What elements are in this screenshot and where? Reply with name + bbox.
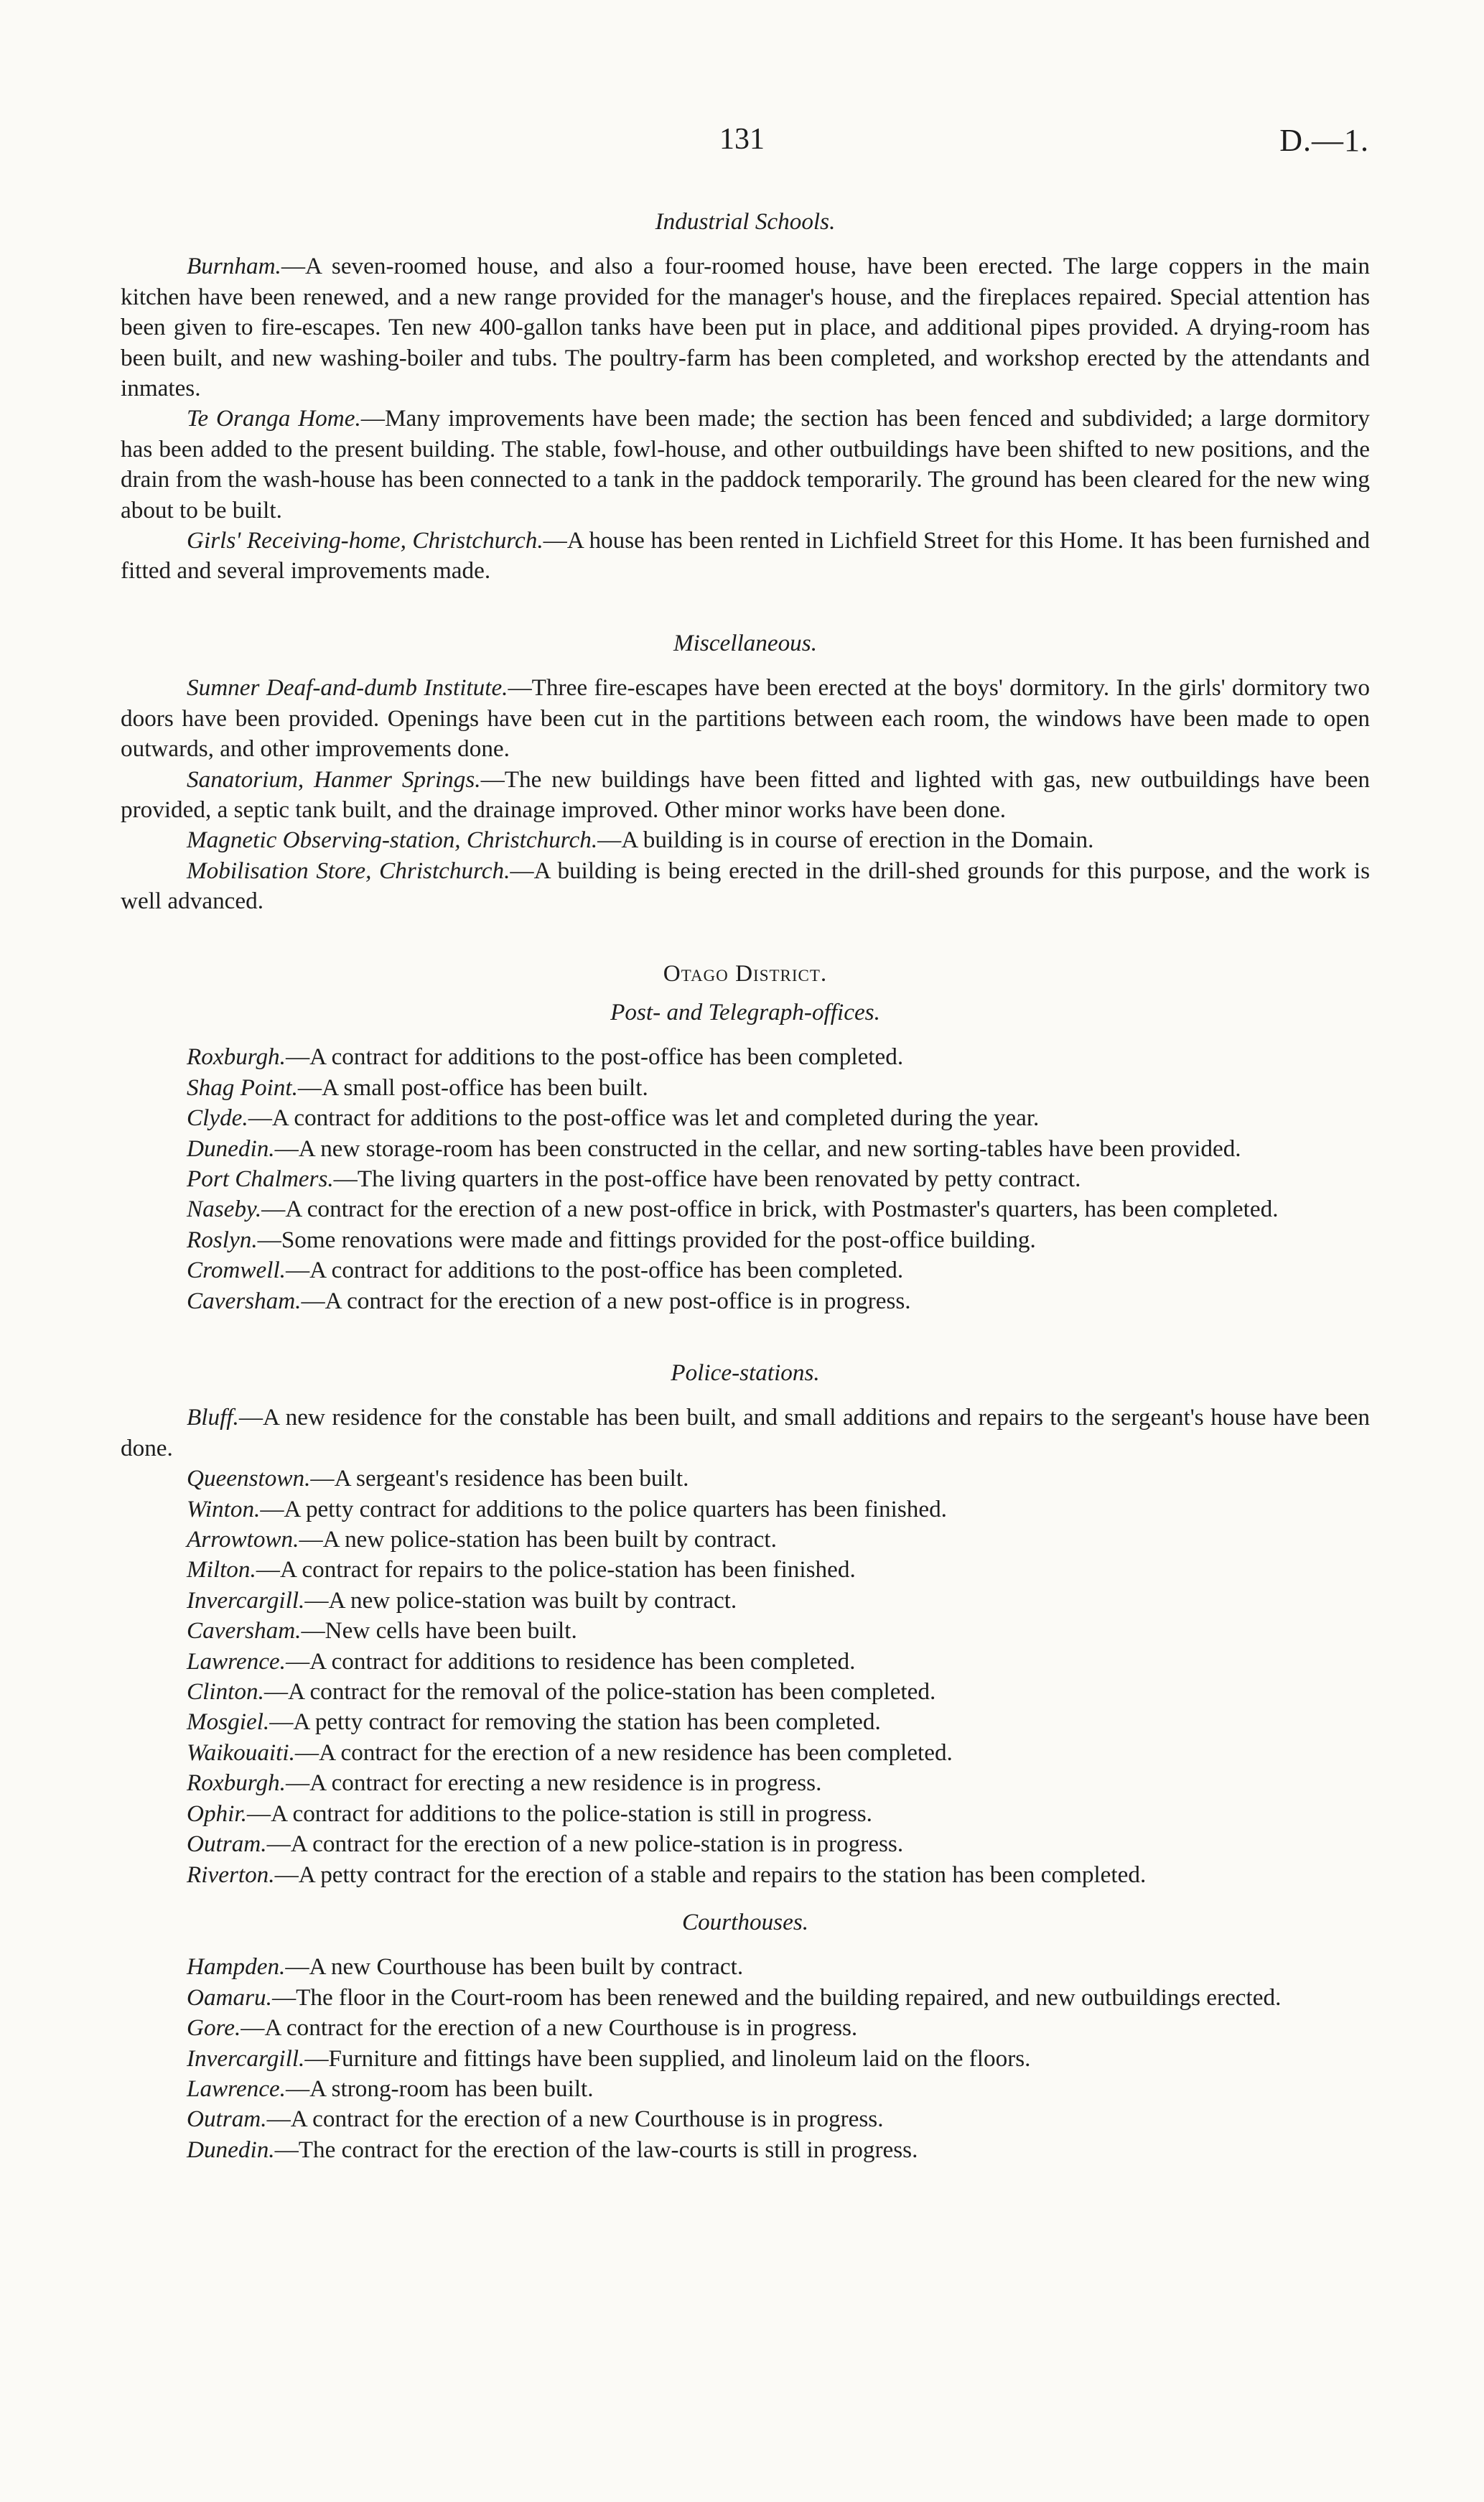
entry-paragraph <box>121 1829 1370 1859</box>
entry-place: Invercargill. <box>187 2045 305 2072</box>
entry-place: Hampden. <box>187 1953 286 1981</box>
entry-paragraph <box>121 1586 1370 1616</box>
entry-text: —A contract for the erection of a new post-office in brick, with Postmaster's quarters, has been completed. <box>261 1196 1279 1223</box>
entry-paragraph <box>121 825 1370 855</box>
entry-text: —A contract for erecting a new residence is in progress. <box>285 1769 822 1797</box>
entry-text: —The floor in the Court-room has been renewed and the building repaired, and new outbuildings erected. <box>271 1984 1282 2011</box>
entry-text: —A new residence for the constable has been built, and small additions and repairs to the sergeant's house have been done. <box>121 1404 1370 1461</box>
entry-paragraph <box>121 1255 1370 1285</box>
entry-place: Dunedin. <box>187 2136 275 2163</box>
entry-paragraph <box>121 2044 1370 2074</box>
entry-place: Clyde. <box>187 1104 248 1132</box>
entry-place: Queenstown. <box>187 1465 311 1492</box>
entry-place: Naseby. <box>187 1196 262 1223</box>
entry-paragraph <box>121 1403 1370 1464</box>
section-heading: Post- and Telegraph-offices. <box>610 998 880 1026</box>
entry-paragraph <box>121 1134 1370 1164</box>
section-heading: Miscellaneous. <box>673 629 817 656</box>
section-heading: Courthouses. <box>681 1908 809 1935</box>
entry-text: —The new buildings have been fitted and lighted with gas, new outbuildings have been provided, a septic tank built, and the drainage improved. Other minor works have been done. <box>121 766 1370 823</box>
entry-text: —A contract for additions to the post-office was let and completed during the year. <box>248 1104 1040 1132</box>
entry-text: —Some renovations were made and fittings provided for the post-office building. <box>257 1226 1036 1253</box>
entry-place: Port Chalmers. <box>187 1165 334 1192</box>
entry-place: Bluff. <box>187 1404 239 1431</box>
entry-paragraph <box>121 1225 1370 1255</box>
entry-paragraph <box>121 1525 1370 1555</box>
entry-place: Dunedin. <box>187 1135 275 1162</box>
entry-place: Caversham. <box>187 1617 302 1645</box>
entry-paragraph <box>121 2013 1370 2043</box>
entry-paragraph <box>121 1286 1370 1316</box>
entry-place: Girls' Receiving-home, Christchurch. <box>187 527 543 554</box>
entry-text: —A small post-office has been built. <box>297 1074 648 1101</box>
entry-text: —A contract for repairs to the police-station has been finished. <box>256 1556 856 1583</box>
entry-place: Arrowtown. <box>187 1526 299 1553</box>
entry-paragraph <box>121 1164 1370 1194</box>
entry-place: Clinton. <box>187 1678 264 1706</box>
entry-paragraph <box>121 1042 1370 1072</box>
entry-text: —A contract for the erection of a new post-office is in progress. <box>301 1287 911 1314</box>
entry-place: Sumner Deaf-and-dumb Institute. <box>187 674 508 702</box>
entry-paragraph <box>121 1738 1370 1768</box>
entry-place: Lawrence. <box>187 2075 286 2102</box>
entry-text: —The living quarters in the post-office have been renovated by petty contract. <box>333 1165 1081 1192</box>
entry-place: Outram. <box>187 1831 267 1858</box>
entry-place: Mobilisation Store, Christchurch. <box>187 857 510 884</box>
entry-paragraph <box>121 1983 1370 2013</box>
entry-place: Milton. <box>187 1556 256 1583</box>
entry-text: —A house has been rented in Lichfield Street for this Home. It has been furnished and fitted and several improvements made. <box>121 527 1370 585</box>
entry-paragraph <box>121 2135 1370 2165</box>
entry-text: —A contract for additions to the police-station is still in progress. <box>246 1800 872 1827</box>
entry-paragraph <box>121 526 1370 587</box>
entry-text: —A contract for additions to the post-office has been completed. <box>285 1257 904 1284</box>
entry-place: Roslyn. <box>187 1226 258 1253</box>
section-heading: Police-stations. <box>671 1359 820 1386</box>
entry-text: —A building is in course of erection in the Domain. <box>597 827 1094 854</box>
entry-text: —A new police-station was built by contract. <box>304 1586 737 1614</box>
entry-paragraph <box>121 1952 1370 1982</box>
entry-paragraph <box>121 1799 1370 1829</box>
section-post-and-telegraph-offices <box>121 959 1370 1316</box>
entry-place: Riverton. <box>187 1861 275 1888</box>
entry-text: —Three fire-escapes have been erected at the boys' dormitory. In the girls' dormitory two doors have been provided. Openings have been cut in the partitions between each room, the windows have been made to open outwards, and other improvements done. <box>121 674 1370 763</box>
entry-text: —New cells have been built. <box>301 1617 577 1645</box>
entry-place: Invercargill. <box>187 1586 305 1614</box>
entry-paragraph <box>121 1464 1370 1494</box>
page-number: 131 <box>719 123 765 156</box>
entry-paragraph <box>121 1494 1370 1525</box>
entry-text: —A sergeant's residence has been built. <box>310 1465 689 1492</box>
entry-text: —A petty contract for additions to the police quarters has been finished. <box>260 1495 947 1522</box>
entry-paragraph <box>121 2074 1370 2104</box>
entry-text: —A contract for the removal of the police-station has been completed. <box>263 1678 936 1706</box>
entry-text: —A new storage-room has been constructed in the cellar, and new sorting-tables have been provided. <box>274 1135 1241 1162</box>
entry-place: Ophir. <box>187 1800 247 1827</box>
entry-text: —A contract for the erection of a new Courthouse is in progress. <box>241 2014 858 2042</box>
entry-paragraph <box>121 1768 1370 1798</box>
section-police-stations <box>121 1358 1370 1890</box>
entry-paragraph <box>121 1677 1370 1707</box>
entry-text: —A seven-roomed house, and also a four-roomed house, have been erected. The large coppers in the main kitchen have been renewed, and a new range provided for the manager's house, and the fireplaces repaired. Special attention has been given to fire-escapes. Ten new 400-gallon tanks have been put in place, and additional pipes provided. A drying-room has been built, and new washing-boiler and tubs. The poultry-farm has been completed, and workshop erected by the attendants and inmates. <box>121 253 1370 402</box>
entry-paragraph <box>121 2104 1370 2134</box>
entry-paragraph <box>121 856 1370 917</box>
entry-paragraph <box>121 1103 1370 1133</box>
entry-text: —A contract for additions to the post-office has been completed. <box>285 1043 904 1071</box>
entry-place: Cromwell. <box>187 1257 286 1284</box>
entry-text: —A petty contract for the erection of a stable and repairs to the station has been completed. <box>274 1861 1147 1888</box>
entry-place: Lawrence. <box>187 1647 286 1675</box>
entry-place: Caversham. <box>187 1287 302 1314</box>
entry-text: —A contract for the erection of a new police-station is in progress. <box>266 1831 904 1858</box>
entry-text: —A building is being erected in the drill-shed grounds for this purpose, and the work is well advanced. <box>121 857 1370 915</box>
entry-place: Mosgiel. <box>187 1708 270 1736</box>
entry-paragraph <box>121 404 1370 526</box>
section-industrial-schools <box>121 207 1370 587</box>
entry-place: Oamaru. <box>187 1984 272 2011</box>
page-body <box>121 207 1370 2165</box>
entry-text: —A new police-station has been built by contract. <box>299 1526 777 1553</box>
section-courthouses <box>121 1907 1370 2165</box>
document-reference: D.—1. <box>1279 123 1369 158</box>
entry-place: Shag Point. <box>187 1074 298 1101</box>
entry-place: Outram. <box>187 2106 267 2133</box>
section-miscellaneous <box>121 628 1370 917</box>
entry-place: Magnetic Observing-station, Christchurch. <box>187 827 598 854</box>
entry-text: —A new Courthouse has been built by contract. <box>285 1953 744 1981</box>
entry-text: —A contract for the erection of a new residence has been completed. <box>294 1739 953 1766</box>
entry-text: —A contract for additions to residence has been completed. <box>285 1647 856 1675</box>
entry-paragraph <box>121 251 1370 404</box>
entry-place: Burnham. <box>187 253 281 280</box>
entry-paragraph <box>121 673 1370 764</box>
entry-place: Gore. <box>187 2014 241 2042</box>
entry-paragraph <box>121 1647 1370 1677</box>
entry-paragraph <box>121 1860 1370 1890</box>
district-heading: Otago District. <box>663 959 828 987</box>
entry-text: —A strong-room has been built. <box>285 2075 594 2102</box>
entry-place: Winton. <box>187 1495 261 1522</box>
entry-place: Sanatorium, Hanmer Springs. <box>187 766 481 793</box>
entry-paragraph <box>121 765 1370 826</box>
entry-place: Te Oranga Home. <box>187 405 361 432</box>
entry-place: Roxburgh. <box>187 1043 286 1071</box>
entry-place: Waikouaiti. <box>187 1739 295 1766</box>
entry-text: —A petty contract for removing the station has been completed. <box>269 1708 881 1736</box>
entry-paragraph <box>121 1073 1370 1103</box>
entry-paragraph <box>121 1555 1370 1585</box>
entry-paragraph <box>121 1194 1370 1224</box>
entry-text: —Many improvements have been made; the section has been fenced and subdivided; a large dormitory has been added to the present building. The stable, fowl-house, and other outbuildings have been shifted to new positions, and the drain from the wash-house has been connected to a tank in the paddock temporarily. The ground has been cleared for the new wing about to be built. <box>121 405 1371 524</box>
entry-text: —Furniture and fittings have been supplied, and linoleum laid on the floors. <box>304 2045 1031 2072</box>
entry-paragraph <box>121 1616 1370 1646</box>
entry-place: Roxburgh. <box>187 1769 286 1797</box>
section-heading: Industrial Schools. <box>655 208 836 235</box>
entry-paragraph <box>121 1707 1370 1737</box>
entry-text: —The contract for the erection of the law-courts is still in progress. <box>274 2136 918 2163</box>
entry-text: —A contract for the erection of a new Courthouse is in progress. <box>266 2106 884 2133</box>
